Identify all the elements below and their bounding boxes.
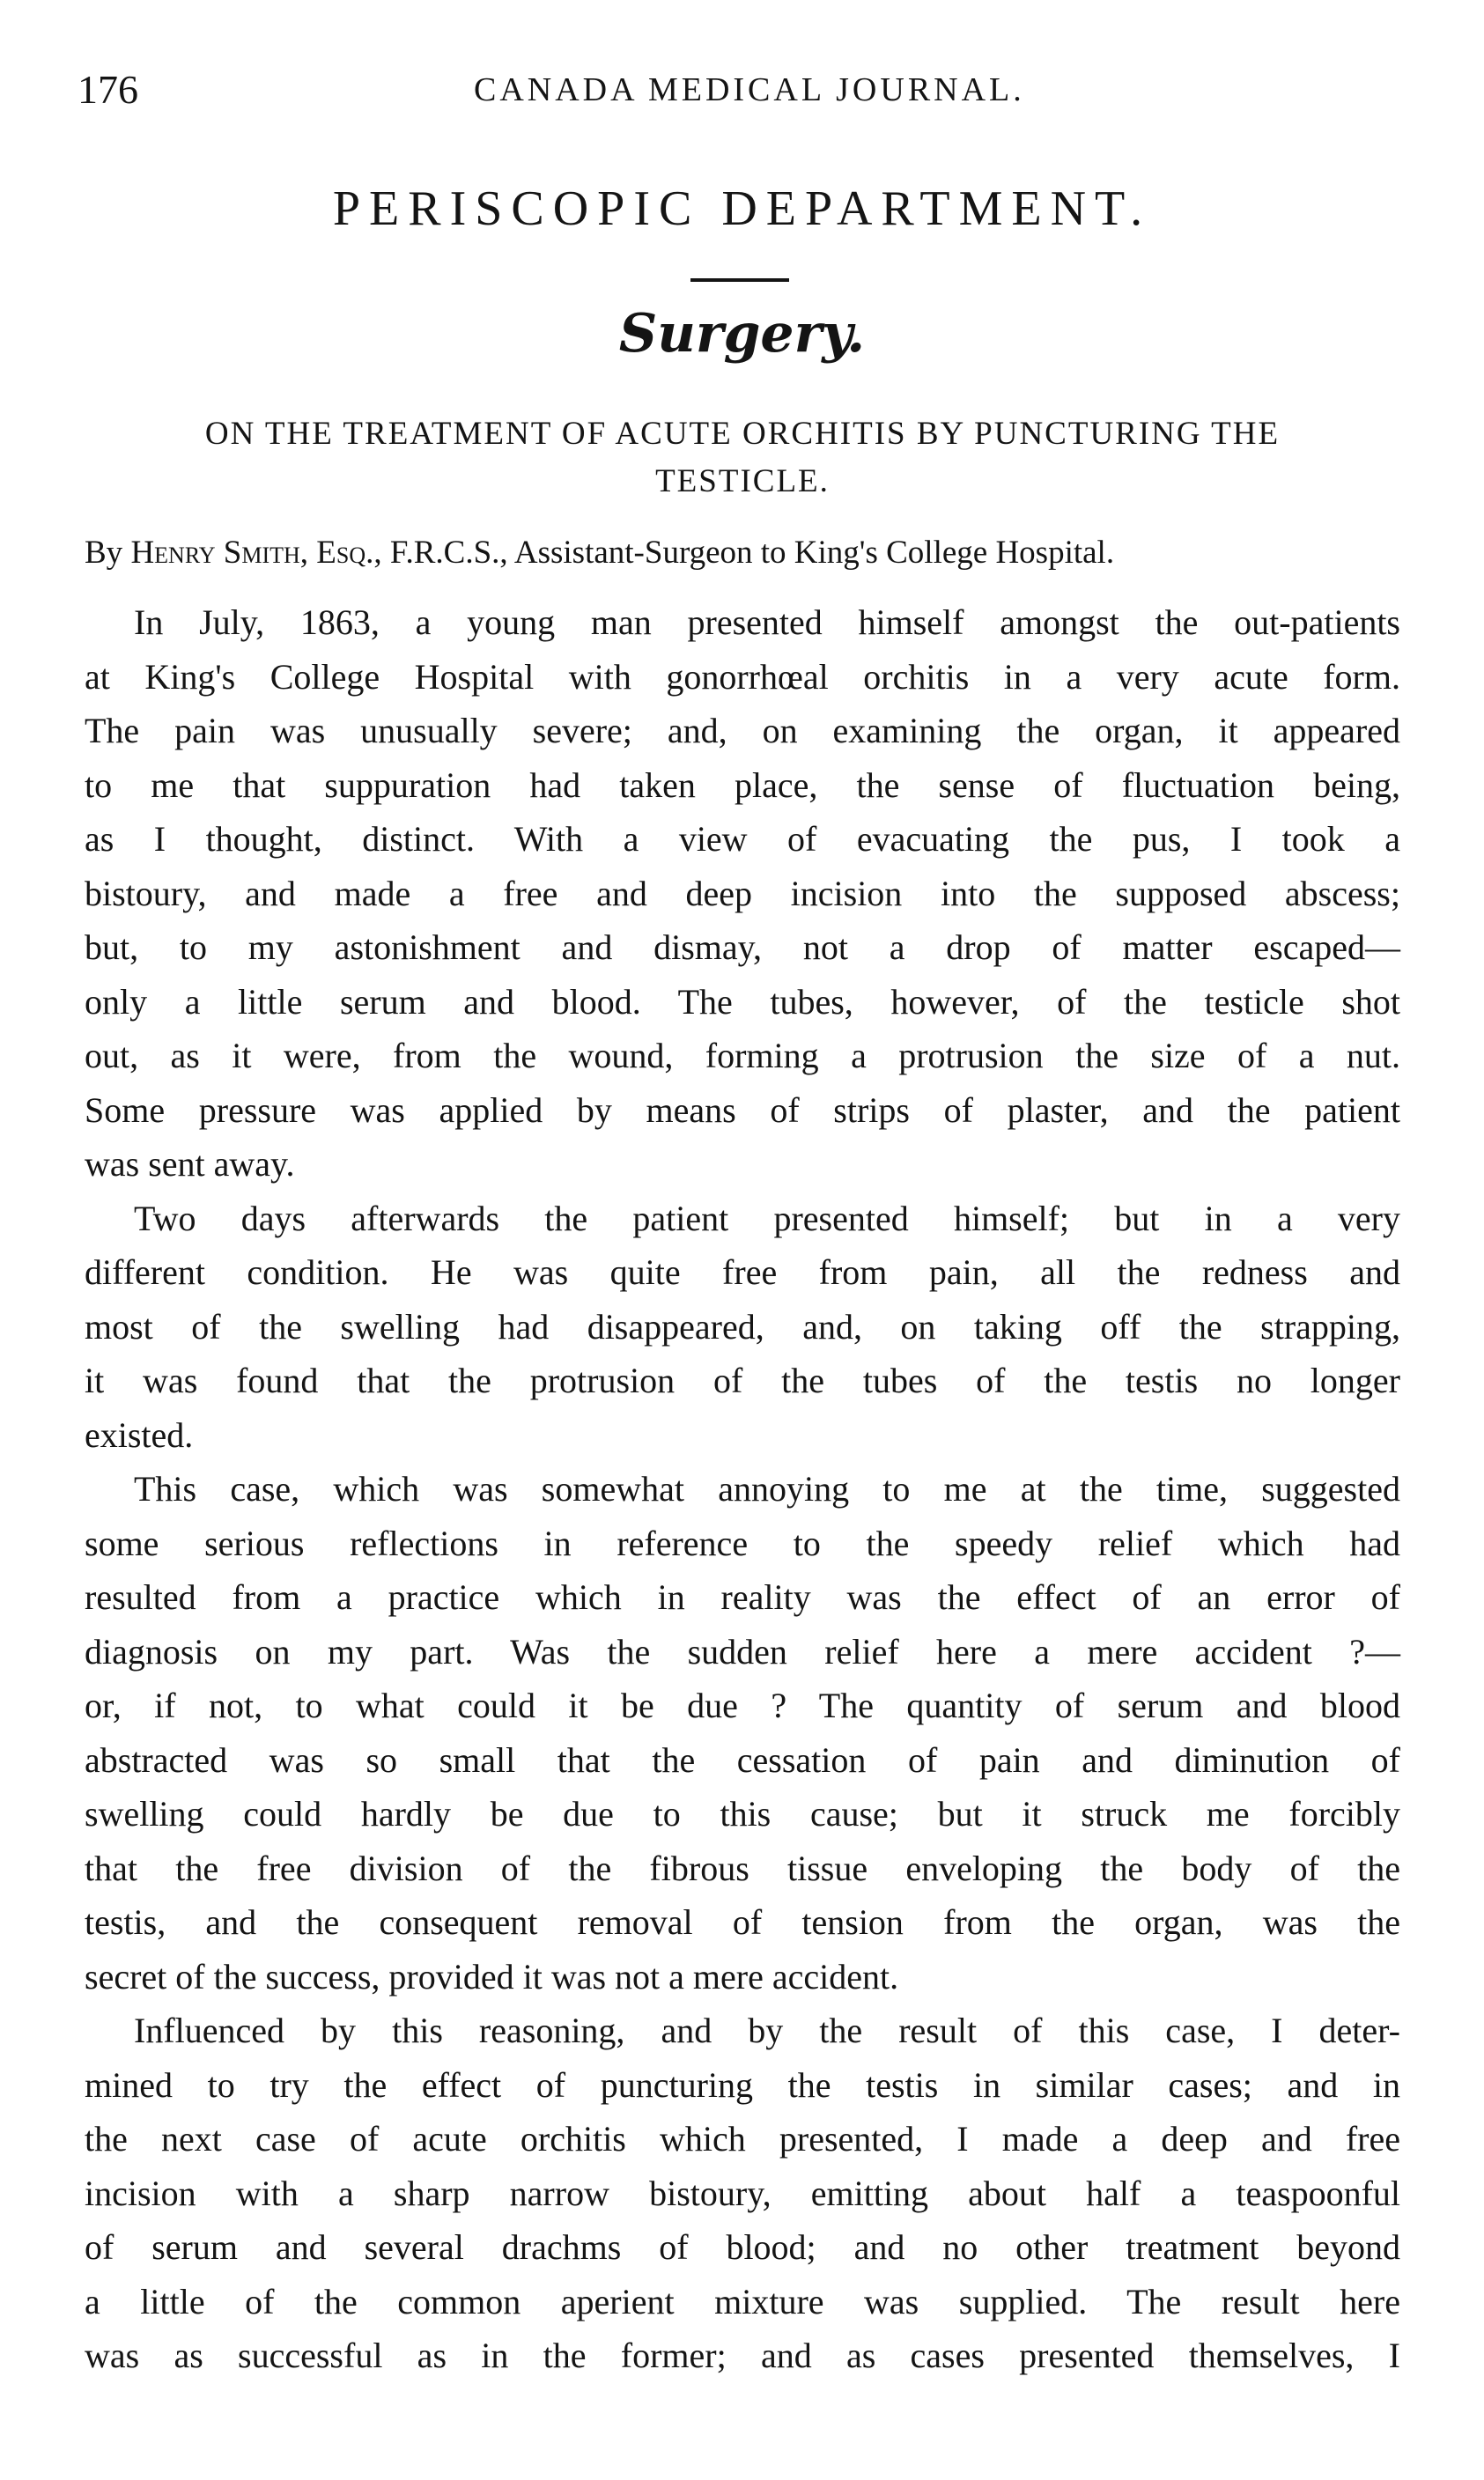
text-line: swelling could hardly be due to this cause; but it struck me forcibly	[85, 1794, 1400, 1834]
department-title: PERISCOPIC DEPARTMENT.	[332, 181, 1152, 236]
author-credentials: F.R.C.S., Assistant-Surgeon to King's College Hospital.	[389, 535, 1115, 571]
text-line: Influenced by this reasoning, and by the result of this case, I deter-	[134, 2011, 1400, 2050]
page-number: 176	[78, 67, 138, 112]
text-line: a little of the common aperient mixture was supplied. The result here	[85, 2281, 1400, 2321]
text-line: at King's College Hospital with gonorrhœal orchitis in a very acute form.	[85, 656, 1400, 697]
page-header	[78, 55, 1399, 125]
text-line: as I thought, distinct. With a view of evacuating the pus, I took a	[85, 819, 1400, 859]
text-line: testis, and the consequent removal of tension from the organ, was the	[85, 1902, 1400, 1942]
text-line: only a little serum and blood. The tubes, however, of the testicle shot	[85, 981, 1400, 1022]
text-line: out, as it were, from the wound, forming a protrusion the size of a nut.	[85, 1036, 1400, 1075]
article-title	[85, 410, 1400, 506]
text-line: that the free division of the fibrous tissue enveloping the body of the	[85, 1848, 1400, 1888]
article-title-line: TESTICLE.	[655, 463, 830, 499]
text-line: to me that suppuration had taken place, the sense of fluctuation being,	[85, 764, 1400, 805]
text-line: existed.	[85, 1414, 194, 1455]
text-line: the next case of acute orchitis which presented, I made a deep and free	[85, 2119, 1400, 2159]
author-name: Henry Smith, Esq.,	[130, 535, 382, 571]
article-title-line: ON THE TREATMENT OF ACUTE ORCHITIS BY PUNCTURING THE	[204, 416, 1281, 452]
byline-prefix: By	[85, 535, 123, 571]
text-line: bistoury, and made a free and deep incision into the supposed abscess;	[85, 873, 1400, 913]
byline	[85, 527, 1400, 579]
text-line: incision with a sharp narrow bistoury, emitting about half a teaspoonful	[85, 2173, 1400, 2213]
section-heading: Surgery.	[618, 303, 866, 365]
text-line: was as successful as in the former; and as cases presented themselves, I	[85, 2336, 1400, 2375]
text-line: it was found that the protrusion of the tubes of the testis no longer	[85, 1361, 1400, 1400]
text-line: Some pressure was applied by means of strips of plaster, and the patient	[85, 1089, 1400, 1130]
text-line: was sent away.	[85, 1144, 295, 1184]
running-title: CANADA MEDICAL JOURNAL.	[474, 71, 1025, 108]
text-line: but, to my astonishment and dismay, not a drop of matter escaped—	[85, 927, 1400, 967]
text-line: or, if not, to what could it be due ? The quantity of serum and blood	[85, 1686, 1400, 1725]
text-line: The pain was unusually severe; and, on examining the organ, it appeared	[85, 711, 1400, 750]
text-line: of serum and several drachms of blood; and no other treatment beyond	[85, 2227, 1400, 2267]
text-line: This case, which was somewhat annoying to me at the time, suggested	[134, 1469, 1400, 1509]
text-line: some serious reflections in reference to the speedy relief which had	[85, 1523, 1400, 1563]
text-line: diagnosis on my part. Was the sudden relief here a mere accident ?—	[85, 1631, 1400, 1672]
text-line: abstracted was so small that the cessation of pain and diminution of	[85, 1739, 1400, 1780]
text-line: most of the swelling had disappeared, and, on taking off the strapping,	[85, 1306, 1400, 1347]
text-line: Two days afterwards the patient presented himself; but in a very	[134, 1198, 1400, 1238]
title-divider	[690, 278, 789, 282]
text-line: mined to try the effect of puncturing the testis in similar cases; and in	[85, 2064, 1400, 2105]
text-line: secret of the success, provided it was not a mere accident.	[85, 1956, 899, 1997]
text-line: different condition. He was quite free from pain, all the redness and	[85, 1252, 1400, 1292]
text-line: In July, 1863, a young man presented himself amongst the out-patients	[134, 602, 1400, 642]
article-body	[85, 595, 1400, 2383]
text-line: resulted from a practice which in reality was the effect of an error of	[85, 1577, 1400, 1617]
